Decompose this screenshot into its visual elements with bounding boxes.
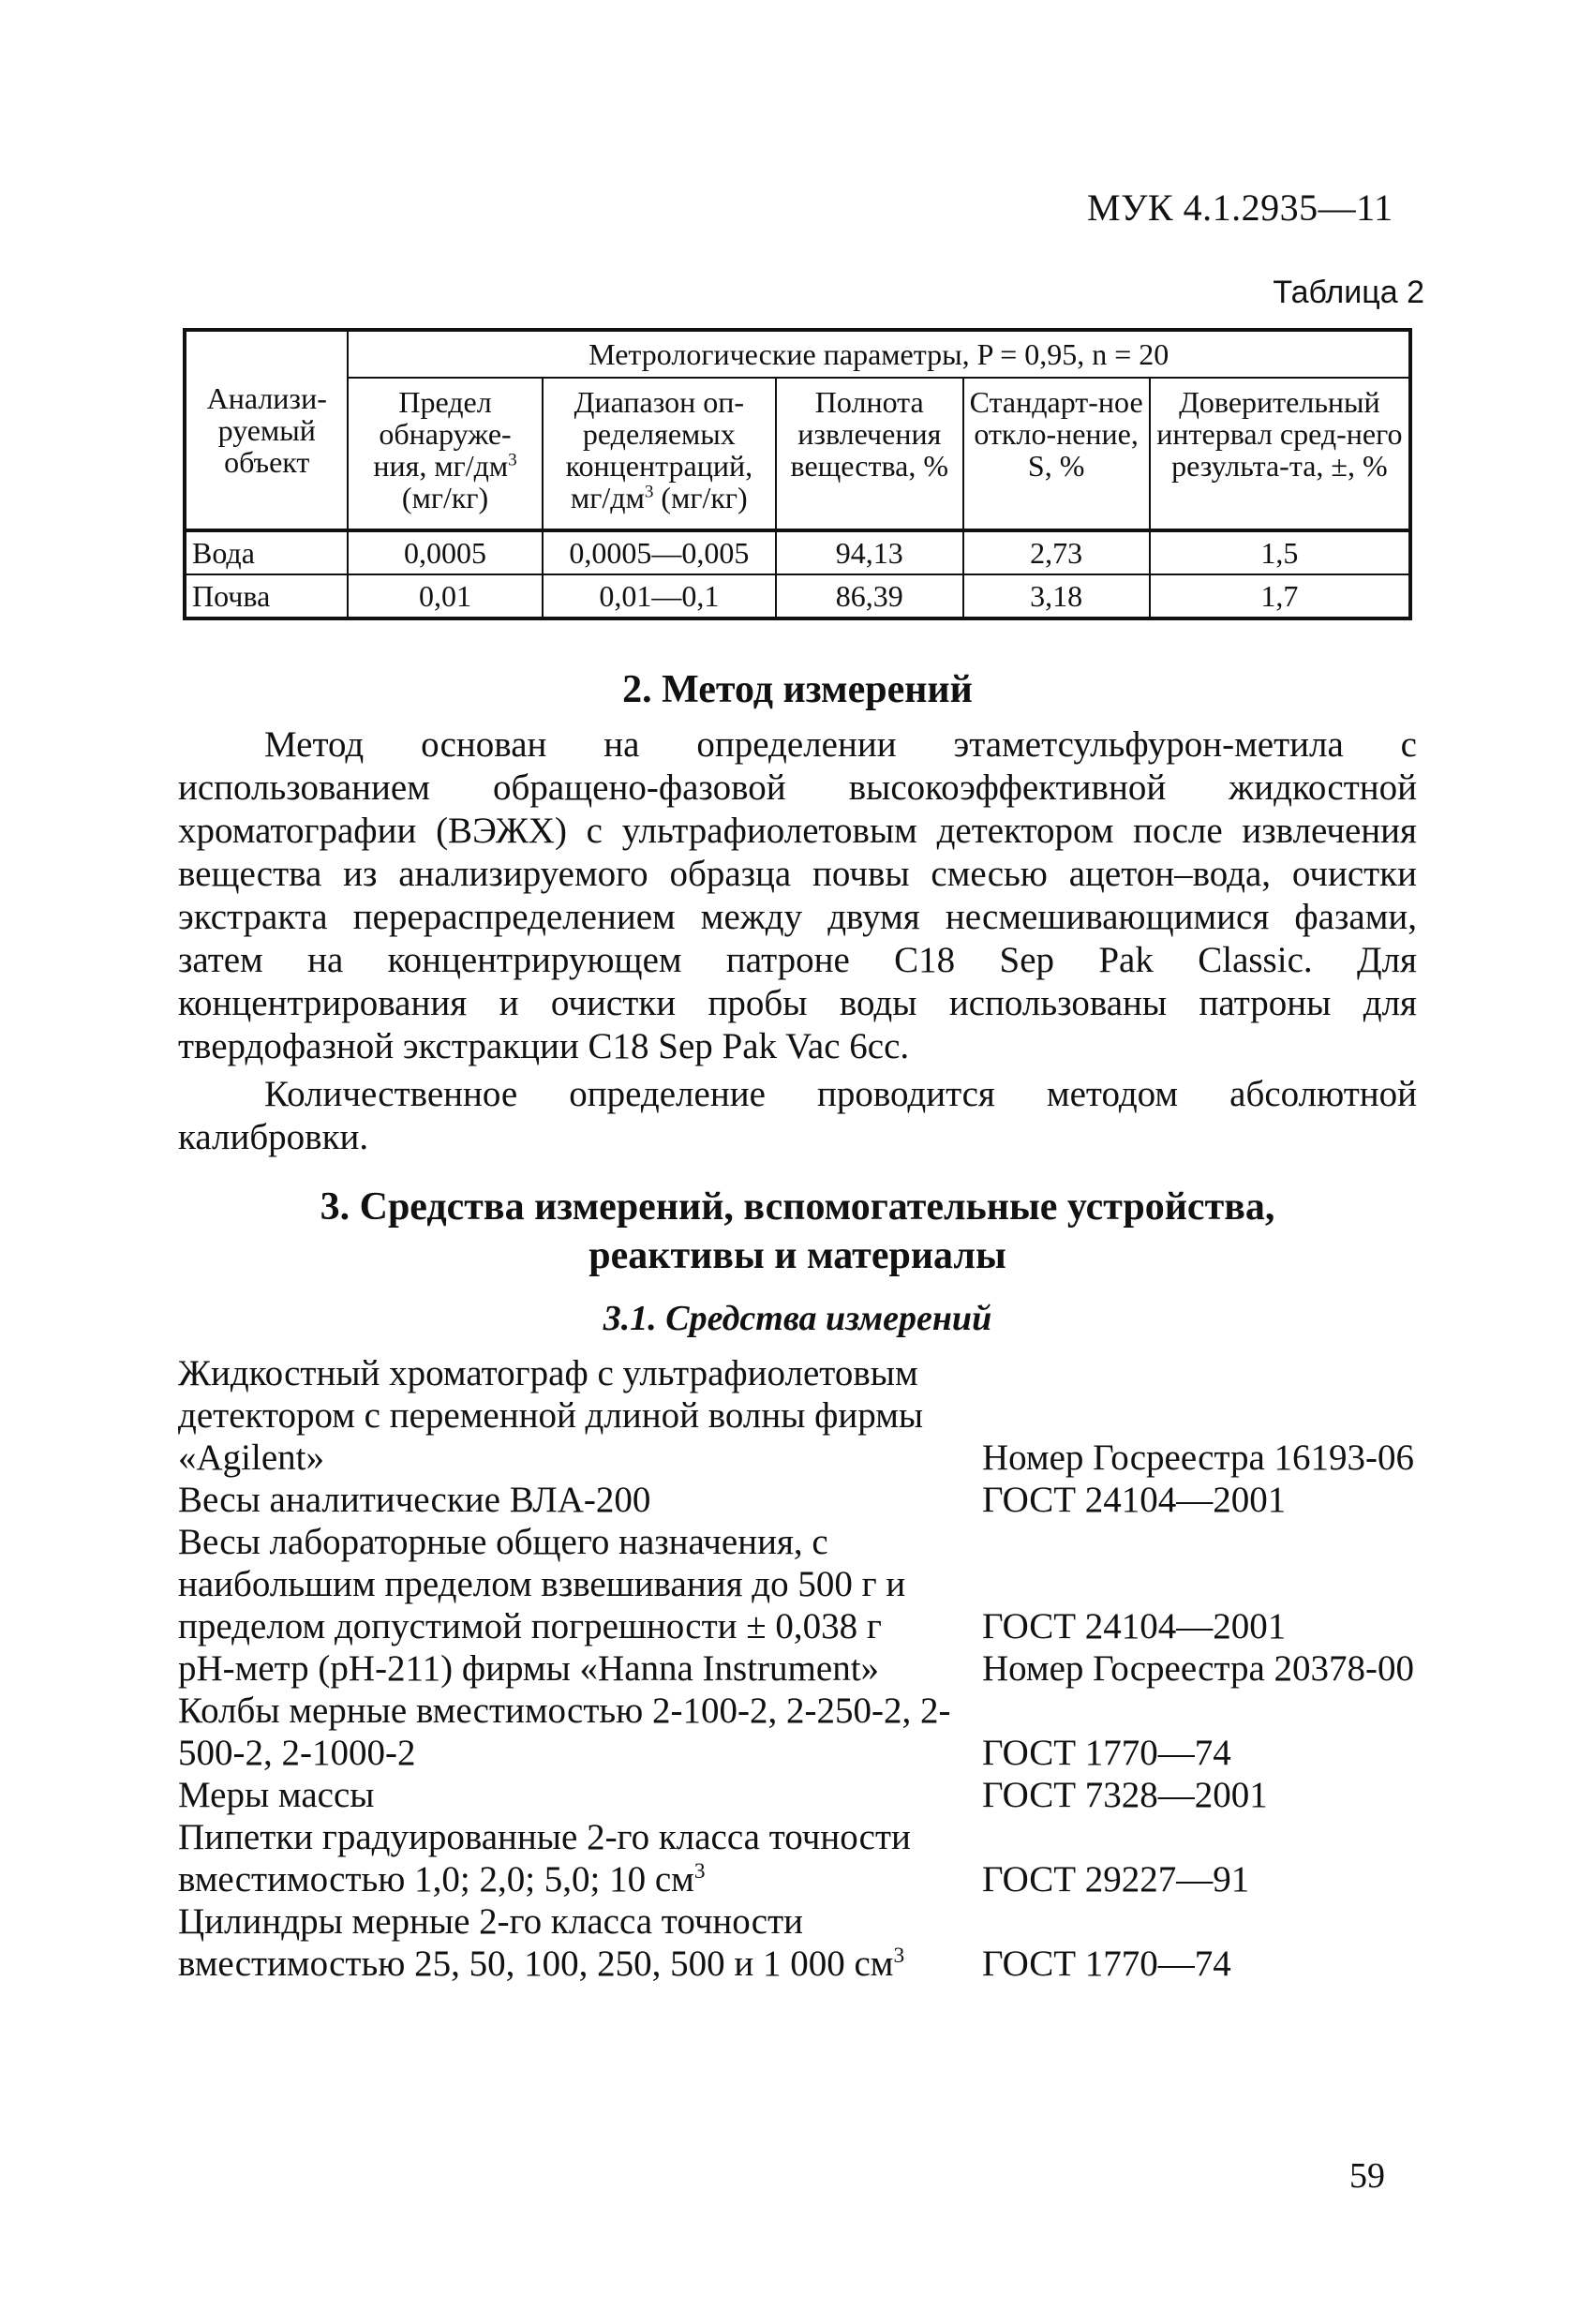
instrument-standard: ГОСТ 7328—2001	[982, 1775, 1268, 1815]
table-cell: 0,01	[348, 574, 542, 618]
group-header: Метрологические параметры, P = 0,95, n = 20	[348, 330, 1410, 378]
list-item	[178, 1352, 1434, 1479]
list-item	[178, 1690, 1434, 1774]
table-cell: 0,0005—0,005	[543, 530, 776, 574]
instrument-name: Жидкостный хроматограф с ультрафиолетовым детектором с переменной длиной волны фирмы «Agilent»	[178, 1353, 924, 1478]
table-cell-object: Почва	[185, 574, 348, 618]
section-2-paragraph-2: Количественное определение проводится методом абсолютной калибровки.	[178, 1074, 1417, 1157]
instrument-standard: Номер Госреестра 16193-06	[982, 1438, 1415, 1478]
table-cell: 1,7	[1150, 574, 1410, 618]
instrument-name: Пипетки градуированные 2-го класса точности вместимостью 1,0; 2,0; 5,0; 10 см	[178, 1817, 911, 1899]
column-header: Стандарт-ное откло-нение, S, %	[963, 378, 1150, 530]
row-header-object: Анализи-руемый объект	[185, 330, 348, 530]
page-number: 59	[1349, 2156, 1385, 2196]
table-row	[185, 530, 1410, 574]
table-cell: 94,13	[776, 530, 962, 574]
document-code: МУК 4.1.2935—11	[1087, 186, 1393, 229]
column-header: Предел обнаруже-ния, $мг/дм^3$ (мг/кг)	[348, 378, 542, 530]
section-3-title-line-1: 3. Средства измерений, вспомогательные устройства,	[320, 1185, 1275, 1229]
instrument-name: Весы аналитические ВЛА-200	[178, 1480, 651, 1520]
section-3-title-line-2: реактивы и материалы	[588, 1234, 1006, 1277]
column-header: Диапазон оп-ределяемых концентраций, $мг/дм^3$ (мг/кг)	[543, 378, 776, 530]
instrument-standard: ГОСТ 29227—91	[982, 1859, 1250, 1899]
table-cell: 86,39	[776, 574, 962, 618]
instrument-name: Весы лабораторные общего назначения, с наибольшим пределом взвешивания до 500 г и пределом допустимой погрешности ± 0,038 г	[178, 1522, 906, 1646]
table-cell: 2,73	[963, 530, 1150, 574]
table-cell: 0,01—0,1	[543, 574, 776, 618]
metrology-table	[183, 328, 1412, 620]
table-cell-object: Вода	[185, 530, 348, 574]
list-item	[178, 1479, 1434, 1521]
list-item: Пипетки градуированные 2-го класса точности вместимостью 1,0; 2,0; 5,0; 10 $см^3$ ГОСТ 29227—91	[178, 1817, 1250, 1899]
column-header: Доверительный интервал сред-него результа-та, ±, %	[1150, 378, 1410, 530]
column-header: Полнота извлечения вещества, %	[776, 378, 962, 530]
instrument-name: Цилиндры мерные 2-го класса точности вместимостью 25, 50, 100, 250, 500 и 1 000 см	[178, 1901, 894, 1984]
table-cell: 3,18	[963, 574, 1150, 618]
list-item: Цилиндры мерные 2-го класса точности вместимостью 25, 50, 100, 250, 500 и 1 000 $см^3$ ГОСТ 1770—74	[178, 1901, 1231, 1984]
section-2-title: 2. Метод измерений	[622, 668, 973, 711]
section-3-title	[183, 1183, 1412, 1280]
instrument-standard: ГОСТ 1770—74	[982, 1944, 1231, 1984]
section-2-paragraph-1: Метод основан на определении этаметсульфурон-метила с использованием обращено-фазовой высокоэффективной жидкостной хроматографии (ВЭЖХ) с ультрафиолетовым детектором после извлечения вещества из анализируемого образца почвы смесью ацетон–вода, очистки экстракта перераспределением между двумя несмешивающимися фазами, затем на концентрирующем патроне С18 Sep Pak Classic. Для концентрирования и очистки пробы воды использованы патроны для твердофазной экстракции С18 Sep Pak Vac 6сс.	[178, 724, 1417, 1066]
list-item	[178, 1521, 1434, 1647]
subsection-title: 3.1. Средства измерений	[603, 1299, 992, 1338]
table-caption: Таблица 2	[1273, 275, 1424, 310]
instrument-list	[178, 1352, 1434, 1985]
instrument-name: Меры массы	[178, 1775, 375, 1815]
instrument-standard: ГОСТ 24104—2001	[982, 1606, 1287, 1646]
instrument-name: Колбы мерные вместимостью 2-100-2, 2-250-2, 2-500-2, 2-1000-2	[178, 1691, 951, 1773]
instrument-standard: ГОСТ 24104—2001	[982, 1480, 1287, 1520]
list-item	[178, 1647, 1434, 1690]
instrument-standard: Номер Госреестра 20378-00	[982, 1648, 1415, 1689]
list-item	[178, 1774, 1434, 1816]
instrument-standard: ГОСТ 1770—74	[982, 1733, 1231, 1773]
instrument-name: рН-метр (рН-211) фирмы «Hanna Instrument»	[178, 1648, 880, 1689]
table-row	[185, 574, 1410, 618]
table-cell: 0,0005	[348, 530, 542, 574]
table-cell: 1,5	[1150, 530, 1410, 574]
